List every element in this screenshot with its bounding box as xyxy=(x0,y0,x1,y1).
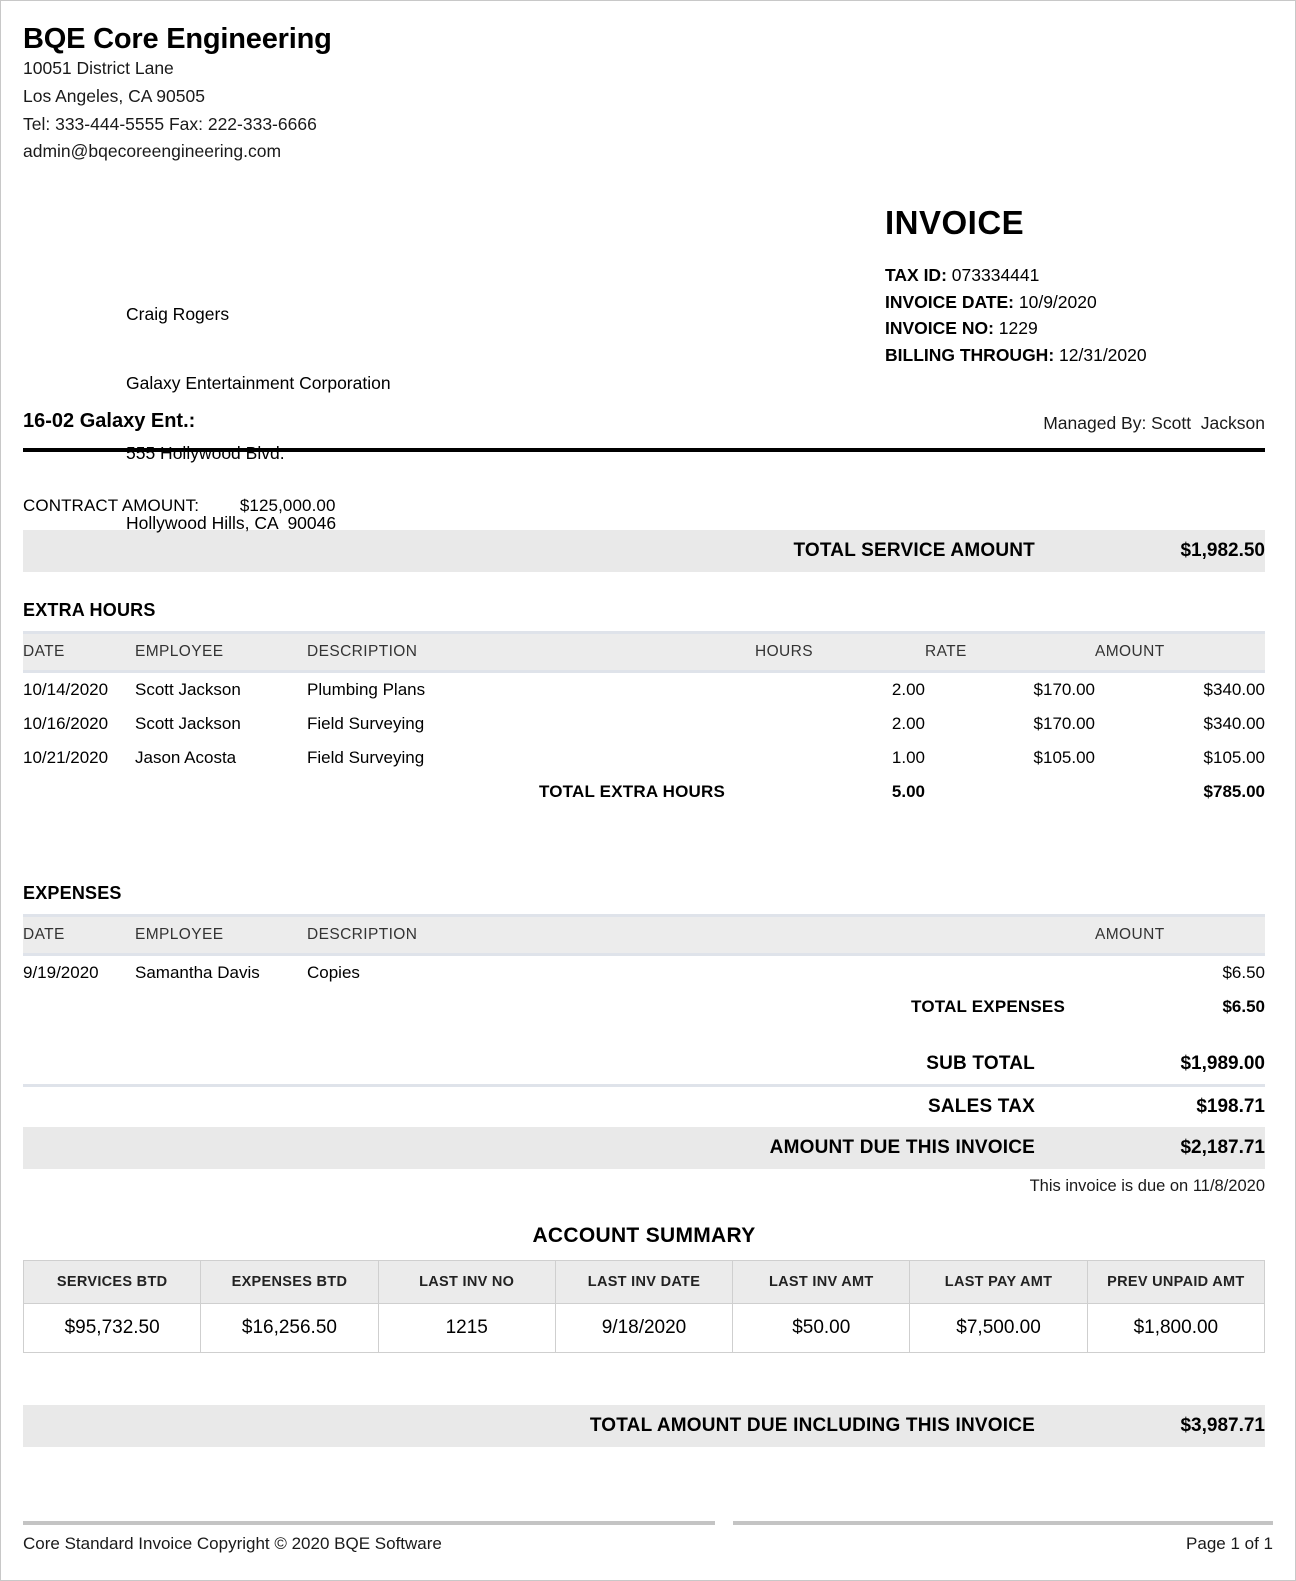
extra-hours-col-description: DESCRIPTION xyxy=(307,633,755,672)
extra-hours-total-amount: $785.00 xyxy=(1203,782,1265,802)
extra-hours-title: EXTRA HOURS xyxy=(23,600,156,621)
acct-val-last-inv-amt: $50.00 xyxy=(733,1304,910,1353)
contract-amount-value: $125,000.00 xyxy=(239,496,336,516)
invoice-no-row xyxy=(885,315,1147,342)
cell-rate: $105.00 xyxy=(1033,748,1095,768)
extra-hours-col-hours: HOURS xyxy=(755,633,925,672)
acct-val-services-btd: $95,732.50 xyxy=(24,1304,201,1353)
extra-hours-total-label: TOTAL EXTRA HOURS xyxy=(538,782,725,802)
footer-copyright: Core Standard Invoice Copyright © 2020 BQE Software xyxy=(23,1534,442,1553)
amount-due-band xyxy=(23,1127,1265,1169)
table-row xyxy=(23,672,1265,708)
billing-through-value: 12/31/2020 xyxy=(1059,344,1147,365)
extra-hours-total-row xyxy=(23,775,1265,809)
project-name: 16-02 Galaxy Ent.: xyxy=(23,410,196,433)
total-service-amount-label: TOTAL SERVICE AMOUNT xyxy=(793,540,1035,562)
tax-id-row xyxy=(885,262,1147,289)
sub-total-value: $1,989.00 xyxy=(1180,1053,1265,1075)
expenses-total-label: TOTAL EXPENSES xyxy=(911,997,1065,1017)
sales-tax-value: $198.71 xyxy=(1196,1096,1265,1118)
cell-description: Copies xyxy=(307,963,360,983)
acct-col-last-inv-date: LAST INV DATE xyxy=(555,1261,732,1304)
sub-total-label: SUB TOTAL xyxy=(926,1053,1035,1075)
cell-date: 10/21/2020 xyxy=(23,748,109,768)
expenses-title: EXPENSES xyxy=(23,883,122,904)
cell-description: Plumbing Plans xyxy=(307,680,426,700)
sub-total-row xyxy=(23,1044,1265,1084)
cell-employee: Jason Acosta xyxy=(135,748,237,768)
acct-val-last-inv-date: 9/18/2020 xyxy=(555,1304,732,1353)
extra-hours-col-amount: AMOUNT xyxy=(1095,633,1265,672)
cell-date: 9/19/2020 xyxy=(23,963,99,983)
grand-total-value: $3,987.71 xyxy=(1180,1415,1265,1437)
cell-hours: 2.00 xyxy=(891,714,925,734)
bill-to-street: 555 Hollywood Blvd. xyxy=(126,443,285,464)
table-row xyxy=(23,955,1265,991)
expenses-header-row xyxy=(23,916,1265,955)
acct-val-last-pay-amt: $7,500.00 xyxy=(910,1304,1087,1353)
extra-hours-col-employee: EMPLOYEE xyxy=(135,633,307,672)
cell-rate: $170.00 xyxy=(1033,680,1095,700)
cell-amount: $340.00 xyxy=(1203,680,1265,700)
invoice-date-label: INVOICE DATE: xyxy=(885,291,1014,312)
cell-description: Field Surveying xyxy=(307,714,425,734)
footer-divider-left xyxy=(23,1521,715,1525)
expenses-col-employee: EMPLOYEE xyxy=(135,916,307,955)
amount-due-label: AMOUNT DUE THIS INVOICE xyxy=(769,1137,1035,1159)
acct-val-expenses-btd: $16,256.50 xyxy=(201,1304,378,1353)
acct-col-expenses-btd: EXPENSES BTD xyxy=(201,1261,378,1304)
grand-total-band xyxy=(23,1405,1265,1447)
cell-hours: 2.00 xyxy=(891,680,925,700)
due-date-note: This invoice is due on 11/8/2020 xyxy=(1029,1177,1265,1196)
acct-col-services-btd: SERVICES BTD xyxy=(24,1261,201,1304)
tax-id-value: 073334441 xyxy=(951,265,1040,286)
acct-col-last-inv-no: LAST INV NO xyxy=(378,1261,555,1304)
cell-employee: Scott Jackson xyxy=(135,680,241,700)
account-summary-header-row xyxy=(24,1261,1265,1304)
expenses-total-amount: $6.50 xyxy=(1222,997,1265,1017)
invoice-content xyxy=(23,1,1265,1447)
invoice-title: INVOICE xyxy=(885,204,1025,242)
cell-date: 10/14/2020 xyxy=(23,680,109,700)
cell-amount: $105.00 xyxy=(1203,748,1265,768)
expenses-total-row xyxy=(23,990,1265,1024)
expenses-table xyxy=(23,914,1265,1024)
invoice-meta xyxy=(885,262,1147,368)
expenses-col-description: DESCRIPTION xyxy=(307,916,1095,955)
footer-page-number: Page 1 of 1 xyxy=(1186,1534,1273,1553)
bill-to-contact: Craig Rogers xyxy=(126,303,230,324)
project-row xyxy=(23,410,1265,442)
table-row xyxy=(23,741,1265,775)
extra-hours-col-rate: RATE xyxy=(925,633,1095,672)
footer-divider-right xyxy=(733,1521,1273,1525)
expenses-col-date: DATE xyxy=(23,916,135,955)
acct-col-last-inv-amt: LAST INV AMT xyxy=(733,1261,910,1304)
cell-employee: Scott Jackson xyxy=(135,714,241,734)
tax-id-label: TAX ID: xyxy=(885,265,947,286)
page-footer xyxy=(23,1521,1273,1554)
footer-divider-gap xyxy=(715,1521,733,1525)
acct-val-prev-unpaid-amt: $1,800.00 xyxy=(1087,1304,1264,1353)
company-address-line1: 10051 District Lane xyxy=(23,58,174,79)
invoice-date-value: 10/9/2020 xyxy=(1018,291,1097,312)
cell-date: 10/16/2020 xyxy=(23,714,109,734)
acct-col-prev-unpaid-amt: PREV UNPAID AMT xyxy=(1087,1261,1264,1304)
invoice-no-label: INVOICE NO: xyxy=(885,318,994,339)
expenses-col-amount: AMOUNT xyxy=(1095,916,1265,955)
cell-amount: $340.00 xyxy=(1203,714,1265,734)
invoice-no-value: 1229 xyxy=(998,318,1038,339)
extra-hours-header-row xyxy=(23,633,1265,672)
account-summary-title: ACCOUNT SUMMARY xyxy=(532,1224,756,1248)
company-email: admin@bqecoreengineering.com xyxy=(23,141,282,162)
extra-hours-col-date: DATE xyxy=(23,633,135,672)
company-name: BQE Core Engineering xyxy=(23,23,332,55)
managed-by: Managed By: Scott Jackson xyxy=(1043,413,1265,434)
company-header xyxy=(23,23,1265,166)
invoice-date-row xyxy=(885,289,1147,316)
account-summary-table xyxy=(23,1260,1265,1353)
cell-amount: $6.50 xyxy=(1222,963,1265,983)
bill-to-company: Galaxy Entertainment Corporation xyxy=(126,373,391,394)
bill-to-city-state-zip: Hollywood Hills, CA 90046 xyxy=(126,512,337,533)
account-summary-value-row xyxy=(24,1304,1265,1353)
company-address-line2: Los Angeles, CA 90505 xyxy=(23,86,205,107)
billing-through-row xyxy=(885,342,1147,369)
sales-tax-label: SALES TAX xyxy=(927,1096,1035,1118)
billing-through-label: BILLING THROUGH: xyxy=(885,344,1055,365)
footer-text-row xyxy=(23,1534,1273,1554)
cell-description: Field Surveying xyxy=(307,748,425,768)
contract-amount-label: CONTRACT AMOUNT: xyxy=(23,496,200,516)
table-row xyxy=(23,707,1265,741)
sales-tax-row xyxy=(23,1087,1265,1127)
cell-employee: Samantha Davis xyxy=(135,963,260,983)
cell-hours: 1.00 xyxy=(891,748,925,768)
extra-hours-table xyxy=(23,631,1265,809)
extra-hours-total-hours: 5.00 xyxy=(891,782,925,802)
amount-due-value: $2,187.71 xyxy=(1180,1137,1265,1159)
acct-col-last-pay-amt: LAST PAY AMT xyxy=(910,1261,1087,1304)
company-phone-fax: Tel: 333-444-5555 Fax: 222-333-6666 xyxy=(23,113,317,134)
footer-divider xyxy=(23,1521,1273,1525)
acct-val-last-inv-no: 1215 xyxy=(378,1304,555,1353)
cell-rate: $170.00 xyxy=(1033,714,1095,734)
total-service-amount-value: $1,982.50 xyxy=(1180,540,1265,562)
grand-total-label: TOTAL AMOUNT DUE INCLUDING THIS INVOICE xyxy=(589,1415,1035,1437)
